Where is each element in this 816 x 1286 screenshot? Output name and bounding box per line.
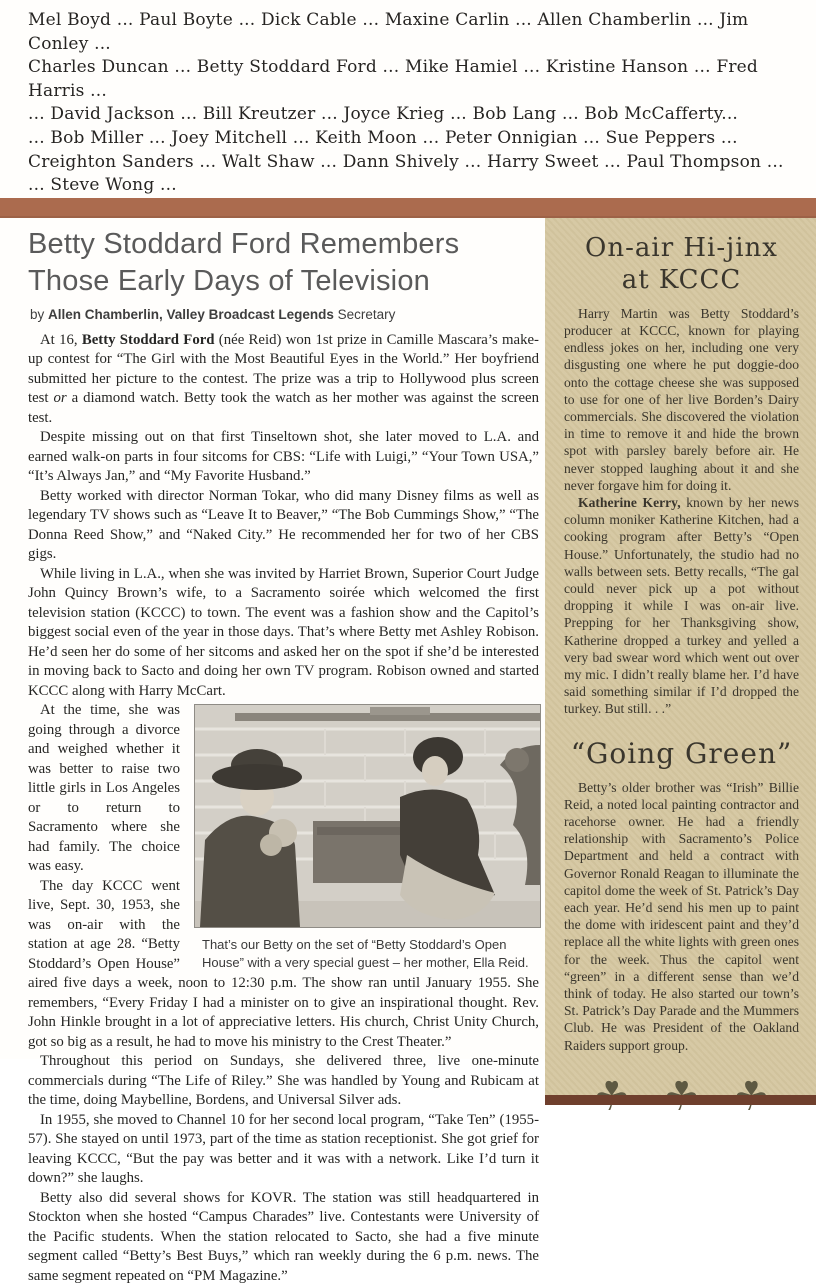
article-paragraph: Throughout this period on Sundays, she delivered three, live one-minute commercials during “The Life of Riley.” She was handled by Young and Rubicam at the time, doing Maybelline, Bordens, and Universal Silver ads. bbox=[28, 1053, 539, 1109]
contributor-names-header bbox=[0, 0, 816, 198]
sidebar-paragraph: Betty’s older brother was “Irish” Billie Reid, a noted local painting contractor and racehorse owner. He had a friendly relationship with Sacramento’s Police Department and held a contract with Governor Ronald Reagan to illuminate the capitol dome the week of St. Patrick’s Day each year. He’d send his men up to paint the dome with iridescent paint and they’d replace all the white lights with green ones for the week. Thus the capitol went “green” in a different sense than we’d think of today. He also started our town’s St. Patrick’s Day Parade and the Mummers Club. He was President of the Oakland Raiders support group. bbox=[564, 779, 799, 1053]
hijinx-title bbox=[564, 232, 799, 296]
sidebar-article-hijinx bbox=[564, 232, 799, 718]
names-line: ... Bob Miller ... Joey Mitchell ... Keith Moon ... Peter Onnigian ... Sue Peppers ... bbox=[28, 127, 738, 148]
sidebar-paragraph: Katherine Kerry, known by her news column moniker Katherine Kitchen, had a cooking program after Betty’s “Open House.” Unfortunately, the studio had no walls between sets. Betty recalls, “The gal could never pick up a pot without dropping it while I was on-air live. Prepping for her Thanksgiving show, Katherine dropped a turkey and yelled a very bad swear word which went out over my mic. I didn’t really blame her. I’d have said something similar if I’d dropped the turkey. But still. . .” bbox=[564, 494, 799, 717]
article-paragraph: In 1955, she moved to Channel 10 for her second local program, “Take Ten” (1955-57). She stayed on until 1973, part of the time as station receptionist. She got grief for leaving KCCC, “But the pay was better and it was with a network. Like I’d turn it down?” she laughs. bbox=[28, 1111, 539, 1187]
going-green-title: “Going Green” bbox=[570, 736, 793, 770]
article-title bbox=[28, 226, 539, 300]
names-line: Creighton Sanders ... Walt Shaw ... Dann Shively ... Harry Sweet ... Paul Thompson ... bbox=[28, 151, 784, 172]
hijinx-title-line2: at KCCC bbox=[621, 264, 742, 295]
article-paragraph: Betty worked with director Norman Tokar, who did many Disney films as well as legendary TV shows such as “Leave It to Beaver,” “The Bob Cummings Show,” “The Donna Reed Show,” and “Naked City.” He recommended her for two of her CBS gigs. bbox=[28, 487, 539, 563]
divider-bar bbox=[0, 198, 816, 218]
main-article bbox=[0, 218, 545, 1284]
article-paragraph: While living in L.A., when she was invited by Harriet Brown, Superior Court Judge John Quincy Brown’s wife, to a Sacramento soirée which welcomed the first television station (KCCC) to town. The event was a fashion show and the Capitol’s biggest social even of the year in those days. That’s where Betty met Ashley Robison. He’d seen her do some of her sitcoms and asked her on the spot if she’d be interested in moving back to Sacto and doing her own TV program. Robison owned and started KCCC along with Harry McCart. bbox=[28, 565, 539, 699]
sidebar-paragraph: Harry Martin was Betty Stoddard’s producer at KCCC, known for playing endless jokes on her, including one very disgusting one where he put doggie-doo onto the cottage cheese she was supposed to use for one of her live Borden’s Dairy commercials. She discovered the violation in time to remove it and hide the brown spot with parsley barely before air. He never stopped laughing about it and she never forgave him for doing it. bbox=[564, 305, 799, 493]
photo-image bbox=[194, 704, 541, 928]
names-line: Mel Boyd ... Paul Boyte ... Dick Cable ... Maxine Carlin ... Allen Chamberlin ... Jim Conley ... bbox=[28, 10, 749, 54]
article-paragraph: Despite missing out on that first Tinseltown shot, she later moved to L.A. and earned walk-on parts in four sitcoms for CBS: “Life with Luigi,” “Your Town USA,” “It’s Always Jan,” and “My Favorite Husband.” bbox=[28, 429, 539, 485]
article-byline: by Allen Chamberlin, Valley Broadcast Legends Secretary bbox=[30, 306, 396, 322]
article-body bbox=[28, 331, 539, 1286]
photo-caption: That’s our Betty on the set of “Betty Stoddard’s Open House” with a very special guest – her mother, Ella Reid. bbox=[202, 937, 529, 970]
photo-figure bbox=[194, 704, 539, 971]
hijinx-title-line1: On-air Hi-jinx bbox=[585, 232, 778, 263]
sidebar bbox=[545, 218, 816, 1105]
content-area bbox=[0, 218, 816, 1284]
article-title-line1: Betty Stoddard Ford Remembers bbox=[28, 227, 460, 260]
sidebar-bottom-bar bbox=[545, 1095, 816, 1105]
names-line: ... David Jackson ... Bill Kreutzer ... Joyce Krieg ... Bob Lang ... Bob McCafferty... bbox=[28, 104, 739, 125]
article-title-line2: Those Early Days of Television bbox=[28, 264, 430, 297]
names-line: Charles Duncan ... Betty Stoddard Ford ... Mike Hamiel ... Kristine Hanson ... Fred Harris ... bbox=[28, 57, 758, 101]
article-paragraph: The day KCCC went live, Sept. 30, 1953, she was on-air with the station at age 28. “Betty Stoddard’s Open House” aired five days a week, noon to 12:30 p.m. The show ran until January 1955. She remembers, “Every Friday I had a minister on to give an inspirational thought. Rev. John Hinkle brought in a lot of appreciative letters. His church, Christ Unity Church, got so big as a result, he had to move his ministry to the Crest Theater.” bbox=[28, 877, 539, 1050]
article-paragraph: At 16, Betty Stoddard Ford (née Reid) won 1st prize in Camille Mascara’s make-up contest for “The Girl with the Most Beautiful Eyes in the World.” Her boyfriend submitted her picture to the contest. The prize was a trip to Hollywood plus screen test or a diamond watch. Betty took the watch as her mother was against the screen test. bbox=[28, 331, 539, 426]
article-paragraph: At the time, she was going through a divorce and weighed whether it was better to raise two little girls in Los Angeles or to return to Sacramento where she had family. The choice was easy. bbox=[28, 702, 180, 875]
names-line: ... Steve Wong ... bbox=[28, 175, 177, 196]
sidebar-article-going-green bbox=[564, 738, 799, 1054]
article-paragraph: Betty also did several shows for KOVR. The station was still headquartered in Stockton when she hosted “Campus Charades” live. Contestants were University of the Pacific students. When the station relocated to Sacto, she had a five minute segment called “Betty’s Best Buys,” which ran weekly during the 6 p.m. news. The same segment repeated on “PM Magazine.” bbox=[28, 1189, 539, 1284]
